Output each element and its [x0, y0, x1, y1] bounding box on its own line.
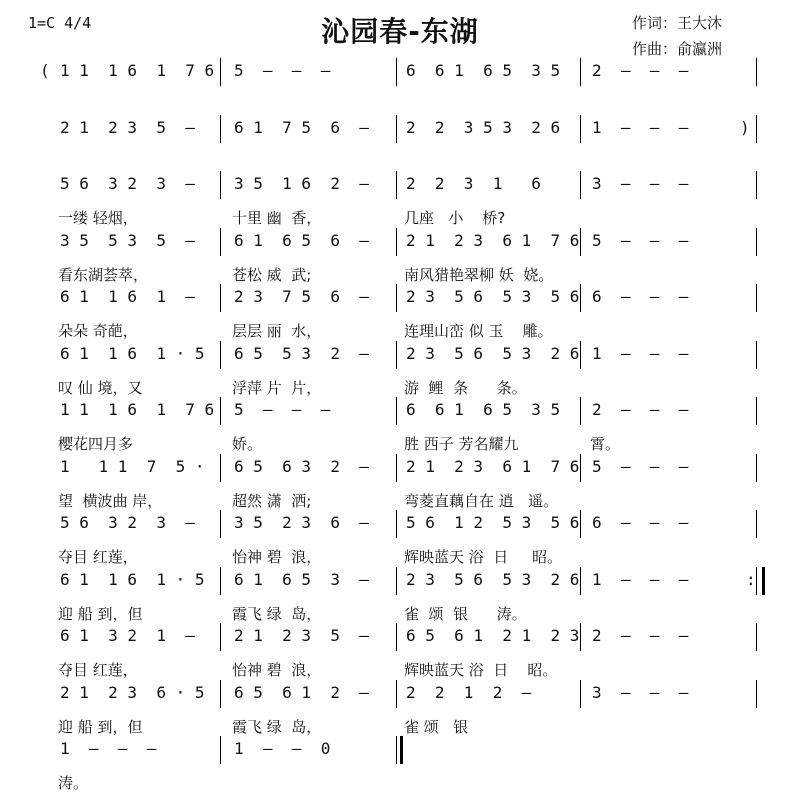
bar-line [220, 623, 221, 651]
bar-line [220, 736, 221, 764]
bar-line [756, 341, 757, 369]
bar-line [220, 58, 221, 86]
bar-line [220, 228, 221, 256]
measure-lyrics: 雀 颂 银 涛。 [404, 604, 527, 623]
bar-line [396, 58, 397, 86]
bar-line [396, 680, 397, 708]
bar-line [756, 171, 757, 199]
bar-line [580, 341, 581, 369]
measure-notes: 2 1 2 3 5 — [234, 626, 369, 645]
bar-line [756, 115, 757, 143]
measure-notes: 5 — — — [592, 230, 689, 250]
measure-lyrics: 游 鲤 条 条。 [404, 378, 527, 397]
measure-notes: 2 3 7 5 6 — [234, 287, 369, 306]
measure-lyrics: 层层 丽 水， [232, 322, 322, 340]
bar-line [396, 623, 397, 651]
measure-lyrics: 怡神 碧 浪， [232, 548, 322, 566]
bar-line [756, 680, 757, 708]
bar-line [396, 284, 397, 312]
bar-line [396, 510, 397, 538]
measure-lyrics: 胜 西子 芳名耀九 [404, 435, 519, 453]
measure-notes: 2 1 2 3 6 1 7 6 [406, 230, 580, 250]
bar-line [220, 397, 221, 425]
measure-notes: 6 5 5 3 2 — [234, 343, 369, 363]
measure-lyrics: 一缕 轻烟， [58, 209, 138, 227]
measure-lyrics: 夺目 红莲， [58, 548, 138, 566]
measure-notes: 6 6 1 6 5 3 5 [406, 61, 561, 80]
bar-line [220, 567, 221, 595]
measure-notes: 2 1 2 3 6 · 5 [60, 682, 205, 702]
measure-notes: 6 — — — [592, 287, 689, 306]
measure-lyrics: 连理山峦 似 玉 雕。 [404, 322, 553, 340]
measure-notes: 2 1 2 3 5 — [60, 117, 195, 137]
measure-lyrics: 霞飞 绿 岛， [232, 717, 322, 736]
page-title: 沁园春-东湖 [321, 15, 479, 48]
measure-notes: 5 — — — [592, 456, 689, 476]
key-signature: 1=C 4/4 [28, 14, 92, 32]
measure-lyrics: 弯菱直藕自在 逍 遥。 [404, 491, 559, 510]
bar-line [396, 454, 397, 482]
bar-line [756, 284, 757, 312]
measure-lyrics: 苍松 威 武; [232, 265, 312, 284]
measure-notes: 1 1 1 7 5 · [60, 456, 205, 476]
measure-notes: 6 5 6 1 2 1 2 3 [406, 626, 580, 645]
measure-lyrics: 望 横波曲 岸， [58, 491, 163, 510]
measure-lyrics: 霞飞 绿 岛， [232, 604, 322, 623]
measure-notes: 3 5 2 3 6 — [234, 513, 369, 532]
bar-line [396, 397, 397, 425]
measure-notes: 6 1 6 5 6 — [234, 230, 369, 250]
measure-notes: 2 — — — [592, 61, 689, 80]
bar-line [220, 284, 221, 312]
bar-line [220, 115, 221, 143]
measure-notes: 3 5 1 6 2 — [234, 174, 369, 193]
bar-line [580, 510, 581, 538]
measure-notes: 2 3 5 6 5 3 2 6 [406, 343, 580, 363]
measure-notes: 2 — — — [592, 400, 689, 419]
bar-line [580, 567, 581, 595]
measure-notes: 5 — — — [234, 400, 331, 419]
measure-notes: 6 — — — [592, 513, 689, 532]
measure-notes: 3 — — — [592, 682, 689, 702]
measure-notes: 5 6 3 2 3 — [60, 513, 195, 532]
bar-line [580, 680, 581, 708]
bar-line [220, 510, 221, 538]
measure-notes: 3 5 5 3 5 — [60, 230, 195, 250]
close-parenthesis: ) [740, 117, 750, 137]
measure-lyrics: 朵朵 奇葩， [58, 322, 138, 340]
measure-lyrics: 涛。 [58, 774, 89, 792]
measure-notes: 6 1 7 5 6 — [234, 117, 369, 137]
bar-line [396, 228, 397, 256]
measure-lyrics: 迎 船 到，但 [58, 604, 143, 623]
measure-notes: 1 1 1 6 1 7 6 [60, 61, 215, 80]
measure-notes: 6 5 6 3 2 — [234, 456, 369, 476]
bar-line [580, 284, 581, 312]
measure-notes: 6 1 3 2 1 — [60, 626, 195, 645]
measure-lyrics: 霄。 [590, 435, 621, 453]
measure-lyrics: 浮萍 片 片， [232, 378, 322, 397]
measure-lyrics: 十里 幽 香， [232, 209, 322, 227]
measure-notes: 1 — — — [60, 739, 157, 758]
measure-lyrics: 夺目 红莲， [58, 661, 138, 679]
bar-line [220, 454, 221, 482]
measure-lyrics: 怡神 碧 浪， [232, 661, 322, 679]
measure-notes: 2 2 1 2 — [406, 682, 532, 702]
bar-line [396, 736, 397, 764]
measure-notes: 2 3 5 6 5 3 5 6 [406, 287, 580, 306]
measure-lyrics: 几座 小 桥? [404, 209, 506, 227]
measure-notes: 5 — — — [234, 61, 331, 80]
measure-lyrics: 樱花四月多 [58, 435, 134, 453]
bar-line [220, 680, 221, 708]
measure-lyrics: 雀 颂 银 [404, 717, 469, 736]
measure-notes: 5 6 1 2 5 3 5 6 [406, 513, 580, 532]
measure-notes: 6 1 6 5 3 — [234, 569, 369, 589]
measure-notes: 6 1 1 6 1 · 5 [60, 343, 205, 363]
measure-lyrics: 叹 仙 境，又 [58, 378, 143, 397]
bar-line [756, 397, 757, 425]
measure-lyrics: 娇。 [232, 435, 263, 453]
composer-credit: 作曲：俞瀛洲 [632, 40, 723, 58]
bar-line [756, 623, 757, 651]
bar-line [396, 171, 397, 199]
measure-lyrics: 迎 船 到，但 [58, 717, 143, 736]
lyricist-credit: 作词：王大沐 [632, 14, 723, 32]
bar-line [756, 58, 757, 86]
bar-line [756, 567, 757, 595]
bar-line [580, 58, 581, 86]
measure-notes: 1 — — — [592, 117, 689, 137]
measure-notes: 6 5 6 1 2 — [234, 682, 369, 702]
measure-lyrics: 看东湖荟萃， [58, 265, 149, 284]
measure-notes: 6 1 1 6 1 · 5 [60, 569, 205, 589]
bar-line [220, 171, 221, 199]
bar-line [580, 397, 581, 425]
bar-line [756, 228, 757, 256]
bar-line [580, 623, 581, 651]
measure-lyrics: 南风猎艳翠柳 妖 娆。 [404, 265, 554, 284]
bar-line [580, 228, 581, 256]
bar-line [756, 510, 757, 538]
bar-line [756, 454, 757, 482]
bar-line [580, 454, 581, 482]
bar-line [396, 341, 397, 369]
repeat-sign: : [746, 569, 756, 589]
measure-notes: 1 — — — [592, 343, 689, 363]
measure-notes: 2 2 3 1 6 [406, 174, 541, 193]
measure-lyrics: 辉映蓝天 浴 日 昭。 [404, 661, 558, 679]
bar-line [220, 341, 221, 369]
measure-notes: 1 — — — [592, 569, 689, 589]
measure-notes: 1 — — 0 [234, 739, 331, 758]
measure-notes: 1 1 1 6 1 7 6 [60, 400, 215, 419]
open-parenthesis: ( [40, 61, 50, 80]
measure-notes: 6 1 1 6 1 — [60, 287, 195, 306]
bar-line [396, 115, 397, 143]
bar-line [580, 171, 581, 199]
measure-notes: 3 — — — [592, 174, 689, 193]
measure-notes: 2 2 3 5 3 2 6 [406, 117, 561, 137]
measure-lyrics: 超然 潇 洒; [232, 491, 312, 510]
measure-lyrics: 辉映蓝天 浴 日 昭。 [404, 548, 563, 566]
measure-notes: 2 1 2 3 6 1 7 6 [406, 456, 580, 476]
measure-notes: 5 6 3 2 3 — [60, 174, 195, 193]
measure-notes: 2 — — — [592, 626, 689, 645]
repeat-bar-line [762, 567, 765, 595]
bar-line [396, 567, 397, 595]
measure-notes: 6 6 1 6 5 3 5 [406, 400, 561, 419]
measure-notes: 2 3 5 6 5 3 2 6 [406, 569, 580, 589]
bar-line [580, 115, 581, 143]
final-bar-line [400, 736, 403, 764]
